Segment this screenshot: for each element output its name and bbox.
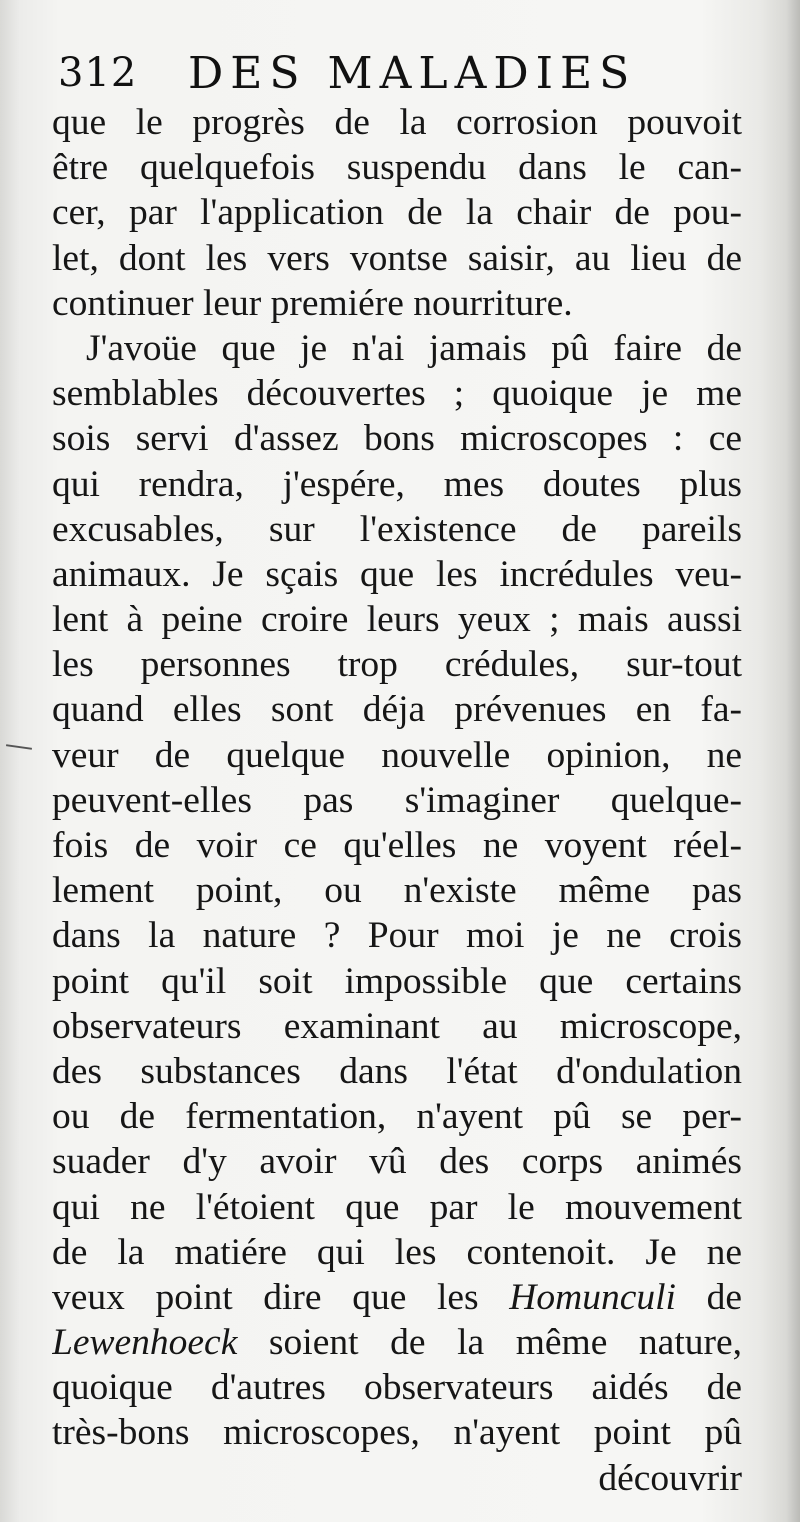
text-line: quoique d'autres observateurs aidés de [52,1367,742,1409]
text-line: semblables découvertes ; quoique je me [52,373,742,415]
text-fragment: de [675,1276,742,1318]
text-line: cer, par l'application de la chair de pou- [52,192,742,234]
text-fragment: soient de la même nature, [237,1322,742,1364]
text-line: quand elles sont déja prévenues en fa- [52,689,742,731]
text-line: sois servi d'assez bons microscopes : ce [52,418,742,460]
italic-term-lewenhoeck: Lewenhoeck [52,1322,238,1364]
page-edge-shadow [786,0,800,1522]
text-line: que le progrès de la corrosion pouvoit [52,102,742,143]
text-line: lement point, ou n'existe même pas [52,870,742,912]
text-line: ou de fermentation, n'ayent pû se per- [52,1096,742,1138]
running-head [58,42,758,106]
text-line: J'avoüe que je n'ai jamais pû faire de [86,327,742,369]
text-line: qui rendra, j'espére, mes doutes plus [52,463,742,505]
text-fragment: veux point dire que les [52,1276,510,1318]
text-line: suader d'y avoir vû des corps animés [52,1141,742,1183]
text-line: les personnes trop crédules, sur-tout [52,644,742,686]
text-line: très-bons microscopes, n'ayent point pû [52,1412,742,1454]
catchword: découvrir [598,1457,742,1499]
text-line: lent à peine croire leurs yeux ; mais aussi [52,599,742,641]
text-line: let, dont les vers vontse saisir, au lieu de [52,237,742,279]
text-line: fois de voir ce qu'elles ne voyent réel- [52,825,742,866]
text-line: excusables, sur l'existence de pareils [52,508,742,550]
running-title: DES MALADIES [188,48,637,99]
text-line: continuer leur premiére nourriture. [52,282,573,324]
text-line: veur de quelque nouvelle opinion, ne [52,734,742,776]
text-line: être quelquefois suspendu dans le can- [52,147,742,189]
text-line: point qu'il soit impossible que certains [52,960,742,1002]
page-number: 312 [58,50,138,96]
body-text [52,100,742,1501]
text-line: des substances dans l'état d'ondulation [52,1050,742,1092]
text-line: peuvent-elles pas s'imaginer quelque- [52,779,742,821]
text-line: qui ne l'étoient que par le mouvement [52,1186,742,1228]
text-line: observateurs examinant au microscope, [52,1005,742,1047]
text-line: dans la nature ? Pour moi je ne crois [52,915,742,957]
text-line [52,1275,742,1320]
text-line: animaux. Je sçais que les incrédules veu- [52,553,742,595]
italic-term-homunculi: Homunculi [509,1276,676,1318]
text-line: de la matiére qui les contenoit. Je ne [52,1231,742,1273]
text-line [52,1320,742,1365]
margin-mark [6,744,32,750]
